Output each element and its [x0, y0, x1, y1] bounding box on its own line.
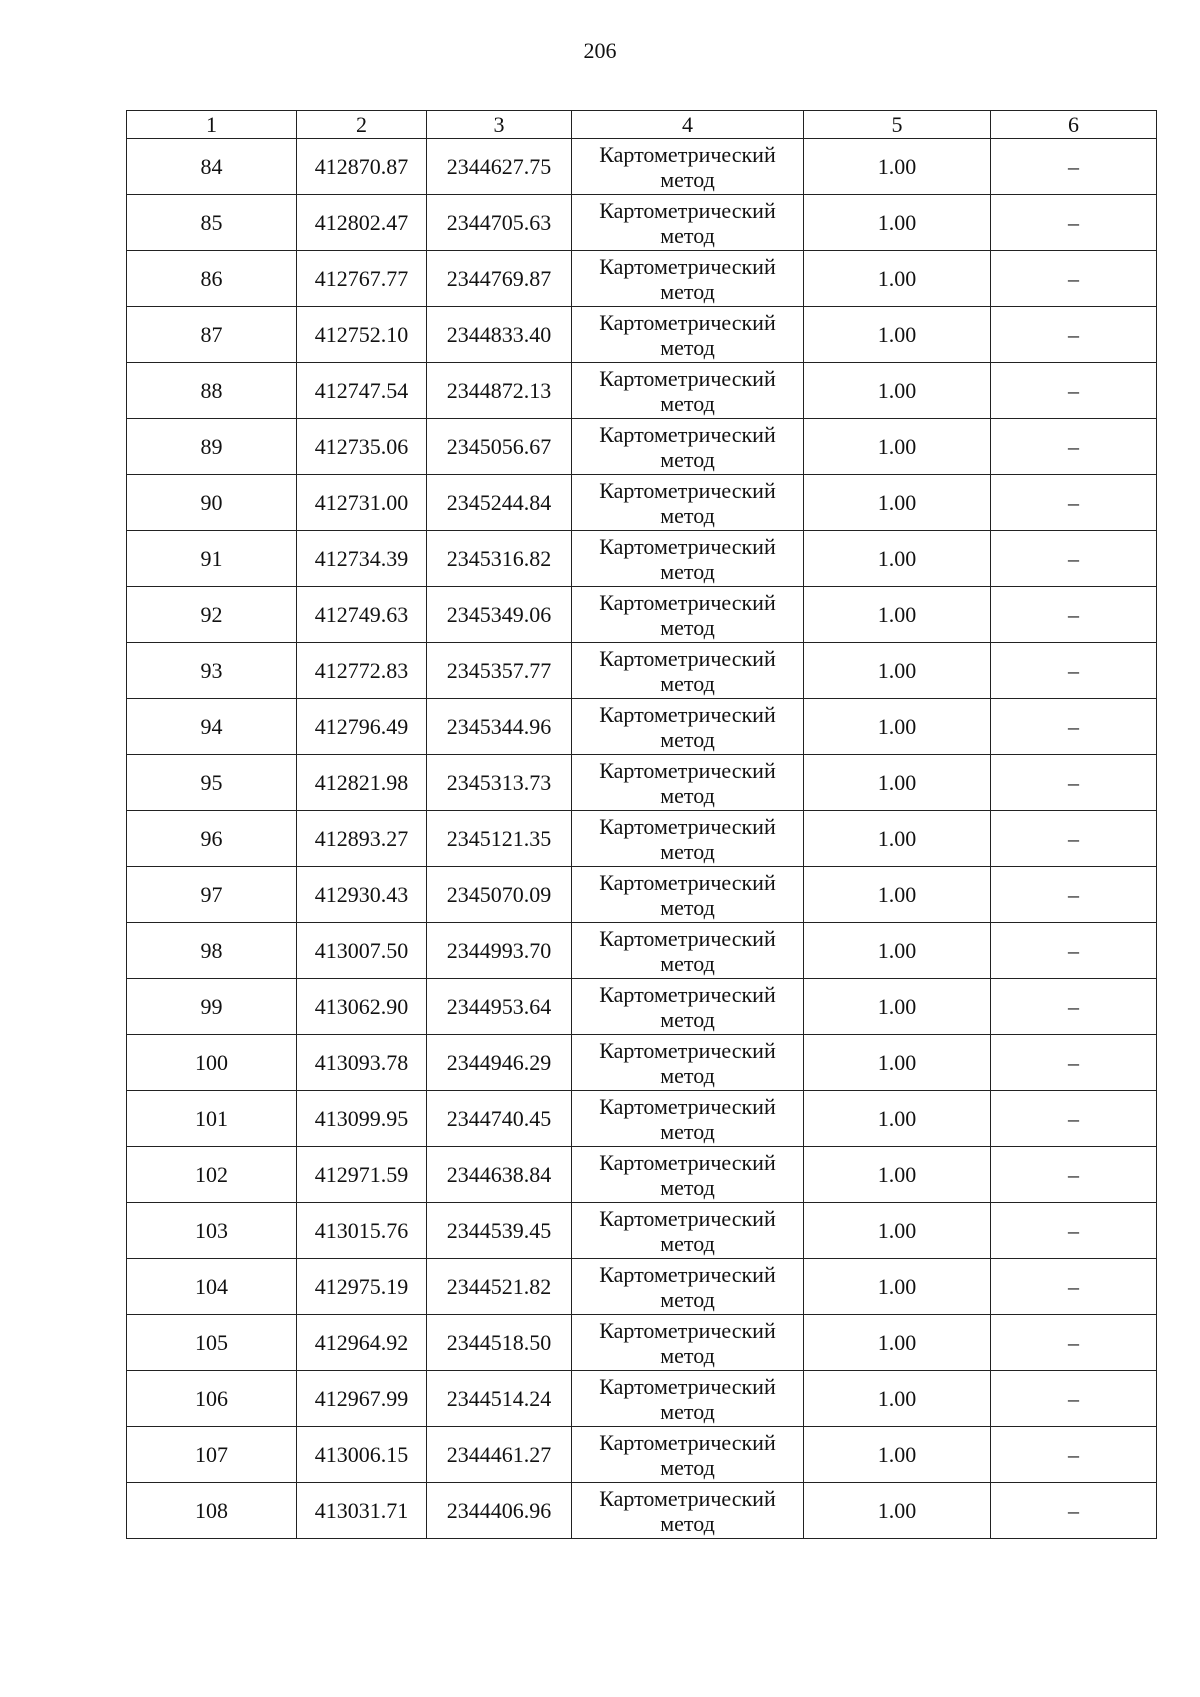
table-row [127, 419, 1157, 475]
method-line-1: Картометрический [599, 1149, 776, 1175]
method-cell [572, 1147, 804, 1203]
accuracy-cell: 1.00 [804, 979, 991, 1035]
table-row [127, 475, 1157, 531]
point-number-cell: 86 [127, 251, 297, 307]
accuracy-cell: 1.00 [804, 643, 991, 699]
method-line-1: Картометрический [599, 1093, 776, 1119]
y-coordinate-cell: 2345349.06 [427, 587, 572, 643]
method-line-1: Картометрический [599, 813, 776, 839]
y-coordinate-cell: 2344539.45 [427, 1203, 572, 1259]
method-line-1: Картометрический [599, 477, 776, 503]
x-coordinate-cell: 413099.95 [297, 1091, 427, 1147]
description-cell: – [991, 1483, 1157, 1539]
description-cell: – [991, 643, 1157, 699]
point-number-cell: 95 [127, 755, 297, 811]
x-coordinate-cell: 412734.39 [297, 531, 427, 587]
method-cell [572, 699, 804, 755]
x-coordinate-cell: 413062.90 [297, 979, 427, 1035]
method-line-1: Картометрический [599, 533, 776, 559]
method-line-1: Картометрический [599, 1429, 776, 1455]
column-header: 1 [127, 111, 297, 139]
y-coordinate-cell: 2344872.13 [427, 363, 572, 419]
accuracy-cell: 1.00 [804, 699, 991, 755]
method-line-1: Картометрический [599, 1037, 776, 1063]
accuracy-cell: 1.00 [804, 1147, 991, 1203]
method-cell [572, 643, 804, 699]
description-cell: – [991, 1035, 1157, 1091]
description-cell: – [991, 755, 1157, 811]
method-line-1: Картометрический [599, 141, 776, 167]
table-row [127, 755, 1157, 811]
point-number-cell: 92 [127, 587, 297, 643]
method-line-2: метод [660, 1286, 715, 1312]
method-line-2: метод [660, 1062, 715, 1088]
accuracy-cell: 1.00 [804, 755, 991, 811]
y-coordinate-cell: 2345313.73 [427, 755, 572, 811]
y-coordinate-cell: 2345357.77 [427, 643, 572, 699]
method-line-1: Картометрический [599, 589, 776, 615]
description-cell: – [991, 1371, 1157, 1427]
description-cell: – [991, 1427, 1157, 1483]
table-row [127, 1371, 1157, 1427]
method-cell [572, 979, 804, 1035]
point-number-cell: 88 [127, 363, 297, 419]
accuracy-cell: 1.00 [804, 475, 991, 531]
y-coordinate-cell: 2344638.84 [427, 1147, 572, 1203]
x-coordinate-cell: 412767.77 [297, 251, 427, 307]
point-number-cell: 94 [127, 699, 297, 755]
x-coordinate-cell: 412747.54 [297, 363, 427, 419]
table-row [127, 979, 1157, 1035]
accuracy-cell: 1.00 [804, 1203, 991, 1259]
method-cell [572, 139, 804, 195]
table-row [127, 1315, 1157, 1371]
method-line-2: метод [660, 1174, 715, 1200]
accuracy-cell: 1.00 [804, 1427, 991, 1483]
accuracy-cell: 1.00 [804, 1259, 991, 1315]
x-coordinate-cell: 412735.06 [297, 419, 427, 475]
x-coordinate-cell: 413015.76 [297, 1203, 427, 1259]
y-coordinate-cell: 2344993.70 [427, 923, 572, 979]
point-number-cell: 90 [127, 475, 297, 531]
x-coordinate-cell: 412975.19 [297, 1259, 427, 1315]
method-line-1: Картометрический [599, 365, 776, 391]
x-coordinate-cell: 412930.43 [297, 867, 427, 923]
column-header: 5 [804, 111, 991, 139]
point-number-cell: 102 [127, 1147, 297, 1203]
accuracy-cell: 1.00 [804, 811, 991, 867]
description-cell: – [991, 1147, 1157, 1203]
method-line-2: метод [660, 782, 715, 808]
x-coordinate-cell: 412971.59 [297, 1147, 427, 1203]
method-cell [572, 755, 804, 811]
x-coordinate-cell: 412802.47 [297, 195, 427, 251]
y-coordinate-cell: 2345344.96 [427, 699, 572, 755]
table-row [127, 923, 1157, 979]
method-cell [572, 531, 804, 587]
accuracy-cell: 1.00 [804, 251, 991, 307]
method-cell [572, 811, 804, 867]
method-cell [572, 1483, 804, 1539]
y-coordinate-cell: 2344518.50 [427, 1315, 572, 1371]
x-coordinate-cell: 413006.15 [297, 1427, 427, 1483]
description-cell: – [991, 531, 1157, 587]
description-cell: – [991, 979, 1157, 1035]
y-coordinate-cell: 2344769.87 [427, 251, 572, 307]
accuracy-cell: 1.00 [804, 1091, 991, 1147]
x-coordinate-cell: 413031.71 [297, 1483, 427, 1539]
column-header: 4 [572, 111, 804, 139]
point-number-cell: 103 [127, 1203, 297, 1259]
y-coordinate-cell: 2344627.75 [427, 139, 572, 195]
point-number-cell: 84 [127, 139, 297, 195]
method-line-1: Картометрический [599, 1261, 776, 1287]
description-cell: – [991, 587, 1157, 643]
x-coordinate-cell: 412772.83 [297, 643, 427, 699]
method-line-1: Картометрический [599, 757, 776, 783]
accuracy-cell: 1.00 [804, 587, 991, 643]
description-cell: – [991, 811, 1157, 867]
table-row [127, 195, 1157, 251]
method-line-2: метод [660, 1118, 715, 1144]
description-cell: – [991, 475, 1157, 531]
x-coordinate-cell: 413093.78 [297, 1035, 427, 1091]
point-number-cell: 85 [127, 195, 297, 251]
y-coordinate-cell: 2344406.96 [427, 1483, 572, 1539]
accuracy-cell: 1.00 [804, 1315, 991, 1371]
method-cell [572, 1427, 804, 1483]
method-cell [572, 587, 804, 643]
method-line-2: метод [660, 334, 715, 360]
method-cell [572, 1035, 804, 1091]
method-line-1: Картометрический [599, 1373, 776, 1399]
method-line-1: Картометрический [599, 253, 776, 279]
y-coordinate-cell: 2345121.35 [427, 811, 572, 867]
method-line-2: метод [660, 446, 715, 472]
description-cell: – [991, 867, 1157, 923]
method-line-1: Картометрический [599, 421, 776, 447]
accuracy-cell: 1.00 [804, 531, 991, 587]
point-number-cell: 104 [127, 1259, 297, 1315]
method-cell [572, 1091, 804, 1147]
method-cell [572, 1259, 804, 1315]
description-cell: – [991, 923, 1157, 979]
method-cell [572, 1203, 804, 1259]
x-coordinate-cell: 412893.27 [297, 811, 427, 867]
method-line-1: Картометрический [599, 309, 776, 335]
description-cell: – [991, 363, 1157, 419]
table-row [127, 867, 1157, 923]
method-line-2: метод [660, 670, 715, 696]
table-row [127, 587, 1157, 643]
point-number-cell: 105 [127, 1315, 297, 1371]
x-coordinate-cell: 412821.98 [297, 755, 427, 811]
accuracy-cell: 1.00 [804, 419, 991, 475]
method-line-1: Картометрический [599, 645, 776, 671]
method-line-2: метод [660, 1510, 715, 1536]
point-number-cell: 108 [127, 1483, 297, 1539]
y-coordinate-cell: 2345070.09 [427, 867, 572, 923]
x-coordinate-cell: 412964.92 [297, 1315, 427, 1371]
y-coordinate-cell: 2344514.24 [427, 1371, 572, 1427]
accuracy-cell: 1.00 [804, 1483, 991, 1539]
description-cell: – [991, 699, 1157, 755]
method-line-2: метод [660, 950, 715, 976]
x-coordinate-cell: 412796.49 [297, 699, 427, 755]
accuracy-cell: 1.00 [804, 1035, 991, 1091]
method-cell [572, 195, 804, 251]
table-row [127, 699, 1157, 755]
point-number-cell: 96 [127, 811, 297, 867]
method-line-2: метод [660, 1230, 715, 1256]
method-line-2: метод [660, 838, 715, 864]
column-header: 2 [297, 111, 427, 139]
table-row [127, 363, 1157, 419]
description-cell: – [991, 1203, 1157, 1259]
method-line-2: метод [660, 1454, 715, 1480]
method-line-1: Картометрический [599, 1485, 776, 1511]
method-cell [572, 923, 804, 979]
method-line-1: Картометрический [599, 925, 776, 951]
coordinates-table [126, 110, 1157, 1539]
accuracy-cell: 1.00 [804, 307, 991, 363]
x-coordinate-cell: 413007.50 [297, 923, 427, 979]
method-cell [572, 1315, 804, 1371]
x-coordinate-cell: 412967.99 [297, 1371, 427, 1427]
method-cell [572, 251, 804, 307]
point-number-cell: 99 [127, 979, 297, 1035]
method-line-1: Картометрический [599, 197, 776, 223]
accuracy-cell: 1.00 [804, 1371, 991, 1427]
table-row [127, 307, 1157, 363]
point-number-cell: 101 [127, 1091, 297, 1147]
point-number-cell: 87 [127, 307, 297, 363]
method-line-2: метод [660, 894, 715, 920]
table-row [127, 1427, 1157, 1483]
method-line-2: метод [660, 1342, 715, 1368]
method-line-2: метод [660, 222, 715, 248]
method-line-1: Картометрический [599, 869, 776, 895]
table-row [127, 811, 1157, 867]
point-number-cell: 89 [127, 419, 297, 475]
table-row [127, 1203, 1157, 1259]
column-header: 6 [991, 111, 1157, 139]
y-coordinate-cell: 2345056.67 [427, 419, 572, 475]
y-coordinate-cell: 2344953.64 [427, 979, 572, 1035]
table-row [127, 1147, 1157, 1203]
x-coordinate-cell: 412749.63 [297, 587, 427, 643]
y-coordinate-cell: 2344521.82 [427, 1259, 572, 1315]
table-row [127, 643, 1157, 699]
method-line-2: метод [660, 278, 715, 304]
accuracy-cell: 1.00 [804, 139, 991, 195]
page-number: 206 [583, 38, 617, 63]
description-cell: – [991, 139, 1157, 195]
y-coordinate-cell: 2344461.27 [427, 1427, 572, 1483]
accuracy-cell: 1.00 [804, 867, 991, 923]
table-row [127, 139, 1157, 195]
point-number-cell: 93 [127, 643, 297, 699]
method-line-2: метод [660, 502, 715, 528]
accuracy-cell: 1.00 [804, 195, 991, 251]
table-row [127, 251, 1157, 307]
method-line-2: метод [660, 558, 715, 584]
x-coordinate-cell: 412870.87 [297, 139, 427, 195]
y-coordinate-cell: 2344740.45 [427, 1091, 572, 1147]
point-number-cell: 98 [127, 923, 297, 979]
accuracy-cell: 1.00 [804, 363, 991, 419]
method-line-2: метод [660, 390, 715, 416]
method-line-2: метод [660, 1006, 715, 1032]
method-cell [572, 475, 804, 531]
x-coordinate-cell: 412731.00 [297, 475, 427, 531]
table-row [127, 531, 1157, 587]
method-cell [572, 419, 804, 475]
method-cell [572, 307, 804, 363]
column-number-row [127, 111, 1157, 139]
point-number-cell: 106 [127, 1371, 297, 1427]
table-row [127, 1091, 1157, 1147]
point-number-cell: 100 [127, 1035, 297, 1091]
method-line-1: Картометрический [599, 1205, 776, 1231]
point-number-cell: 97 [127, 867, 297, 923]
method-cell [572, 867, 804, 923]
method-line-1: Картометрический [599, 981, 776, 1007]
description-cell: – [991, 251, 1157, 307]
accuracy-cell: 1.00 [804, 923, 991, 979]
description-cell: – [991, 195, 1157, 251]
method-line-2: метод [660, 614, 715, 640]
description-cell: – [991, 307, 1157, 363]
description-cell: – [991, 1315, 1157, 1371]
y-coordinate-cell: 2345316.82 [427, 531, 572, 587]
method-line-2: метод [660, 1398, 715, 1424]
description-cell: – [991, 1091, 1157, 1147]
description-cell: – [991, 419, 1157, 475]
method-line-1: Картометрический [599, 1317, 776, 1343]
method-line-2: метод [660, 166, 715, 192]
description-cell: – [991, 1259, 1157, 1315]
table-row [127, 1259, 1157, 1315]
x-coordinate-cell: 412752.10 [297, 307, 427, 363]
point-number-cell: 107 [127, 1427, 297, 1483]
method-cell [572, 1371, 804, 1427]
y-coordinate-cell: 2344705.63 [427, 195, 572, 251]
y-coordinate-cell: 2345244.84 [427, 475, 572, 531]
method-line-1: Картометрический [599, 701, 776, 727]
method-line-2: метод [660, 726, 715, 752]
table-row [127, 1035, 1157, 1091]
y-coordinate-cell: 2344833.40 [427, 307, 572, 363]
point-number-cell: 91 [127, 531, 297, 587]
y-coordinate-cell: 2344946.29 [427, 1035, 572, 1091]
method-cell [572, 363, 804, 419]
table-row [127, 1483, 1157, 1539]
column-header: 3 [427, 111, 572, 139]
